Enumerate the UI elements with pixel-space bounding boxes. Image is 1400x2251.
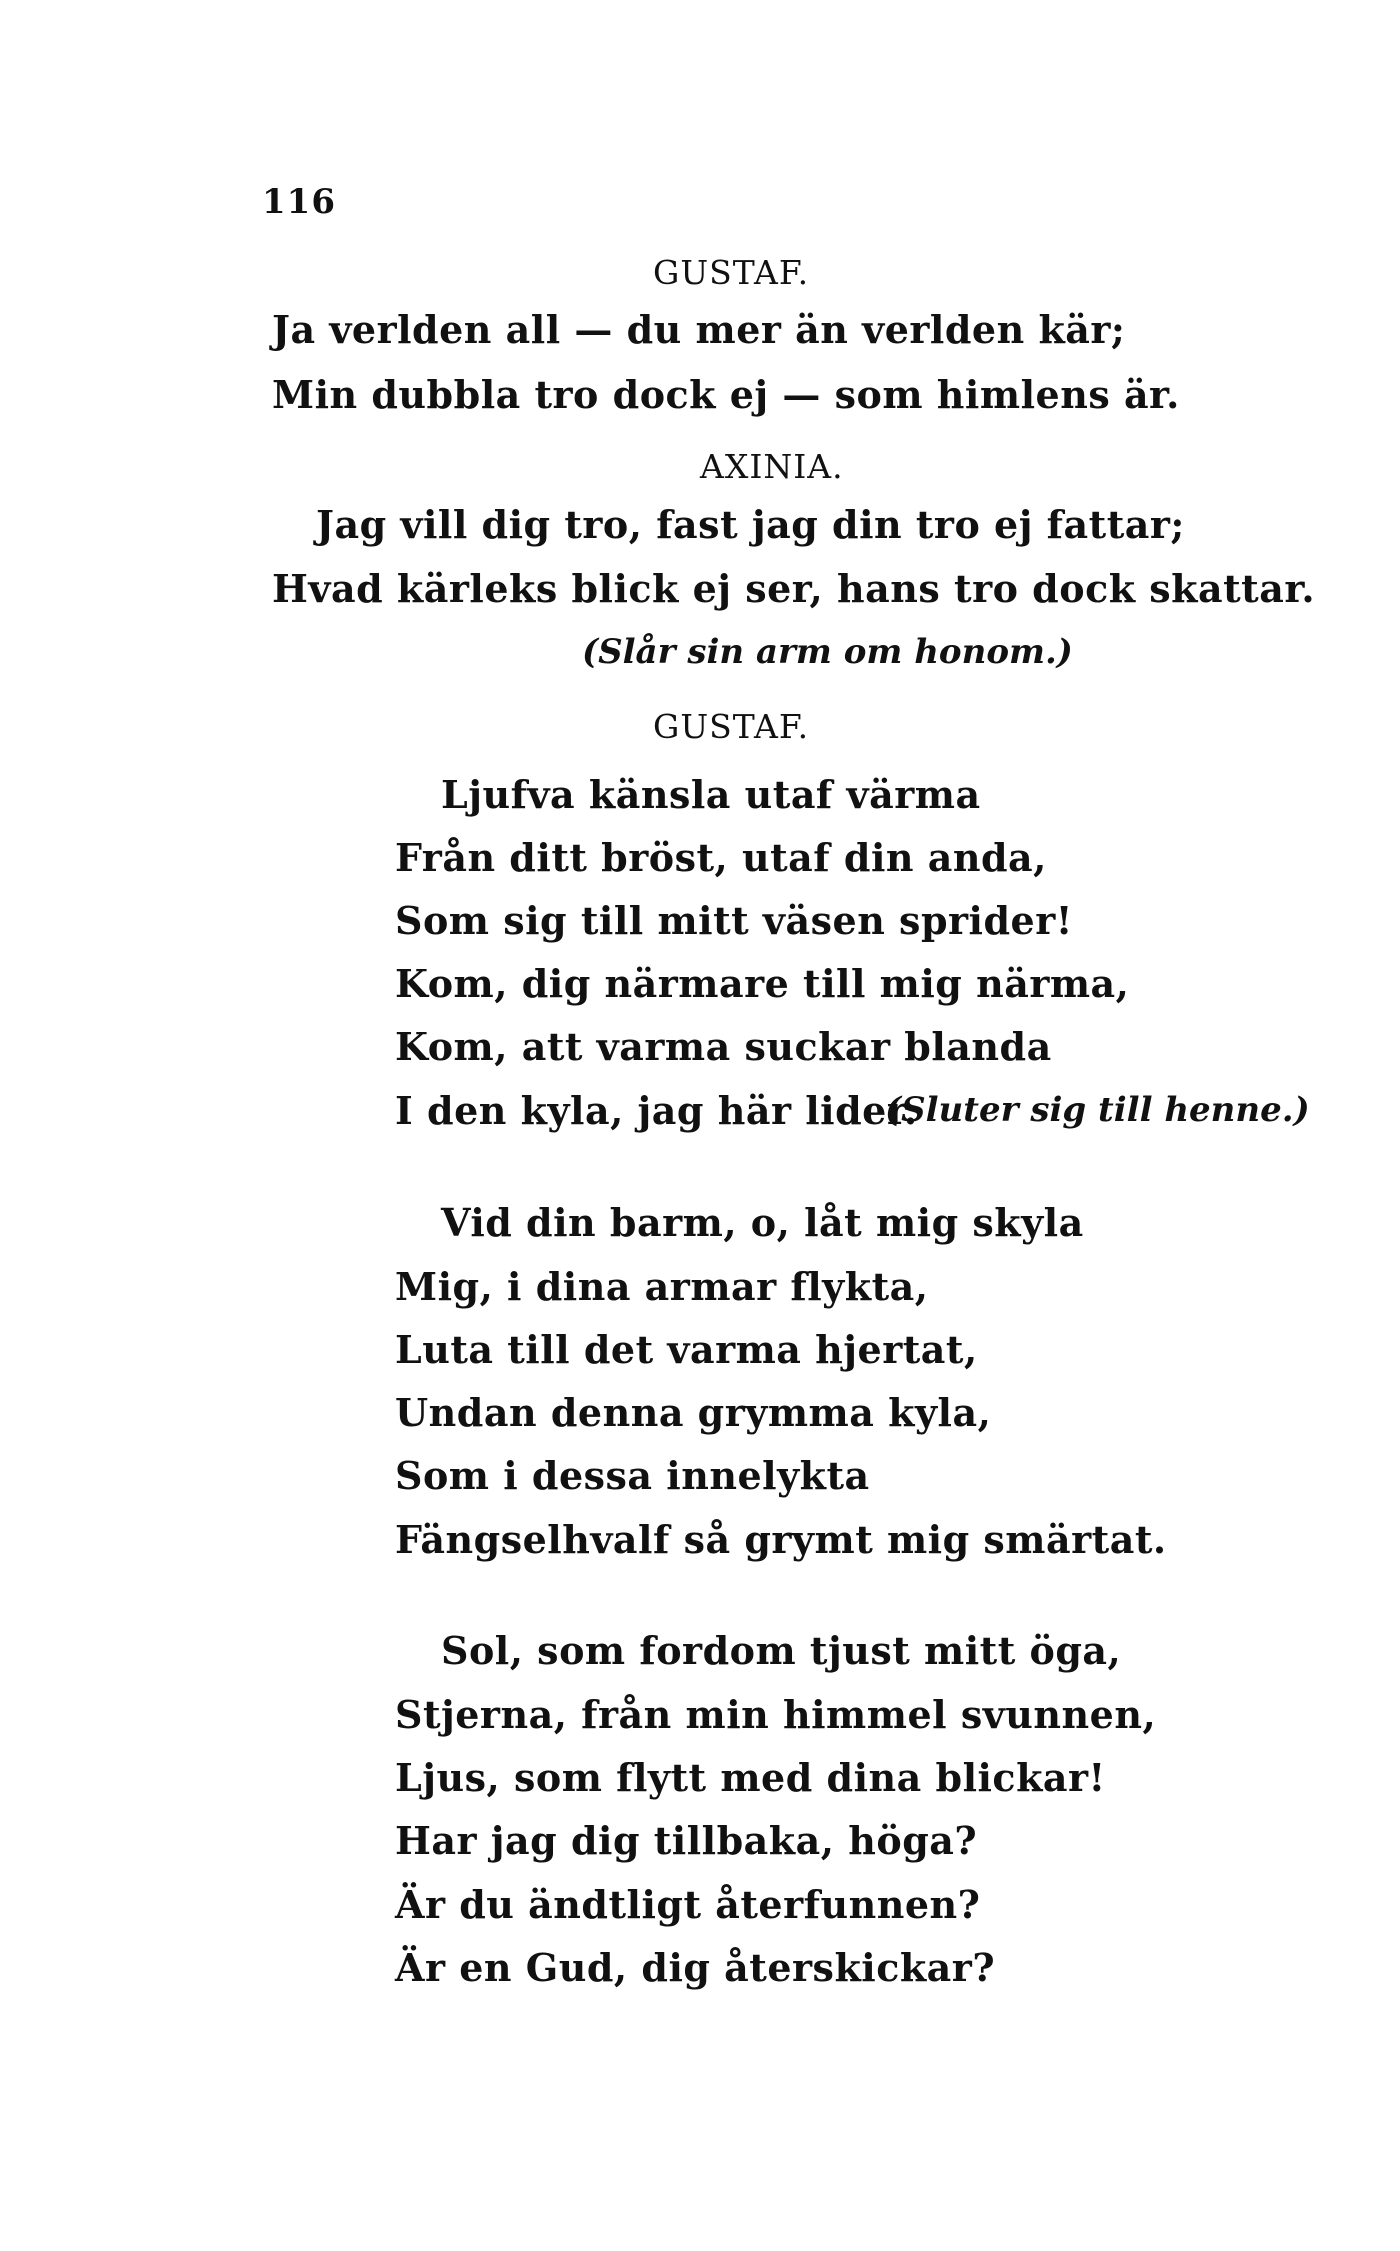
verse-line: Fängselhvalf så grymt mig smärtat. bbox=[395, 1517, 1167, 1562]
verse-line: I den kyla, jag här lider. bbox=[395, 1088, 918, 1133]
verse-line: Är en Gud, dig återskickar? bbox=[395, 1945, 996, 1990]
verse-line: Mig, i dina armar flykta, bbox=[395, 1264, 929, 1309]
speaker-name: GUSTAF. bbox=[653, 253, 810, 292]
stage-direction: (Slår sin arm om honom.) bbox=[582, 632, 1073, 672]
verse-line: Sol, som fordom tjust mitt öga, bbox=[441, 1628, 1122, 1673]
verse-line: Som i dessa innelykta bbox=[395, 1453, 870, 1498]
verse-line: Är du ändtligt återfunnen? bbox=[395, 1882, 981, 1927]
verse-line: Undan denna grymma kyla, bbox=[395, 1390, 992, 1435]
verse-line: Ljus, som flytt med dina blickar! bbox=[395, 1755, 1106, 1800]
verse-line: Som sig till mitt väsen sprider! bbox=[395, 898, 1073, 943]
verse-line: Stjerna, från min himmel svunnen, bbox=[395, 1692, 1157, 1737]
verse-line: Jag vill dig tro, fast jag din tro ej fattar; bbox=[316, 502, 1185, 547]
verse-line: Ljufva känsla utaf värma bbox=[441, 772, 981, 817]
verse-line: Kom, dig närmare till mig närma, bbox=[395, 961, 1130, 1006]
verse-line: Vid din barm, o, låt mig skyla bbox=[441, 1200, 1084, 1245]
verse-line: Hvad kärleks blick ej ser, hans tro dock skattar. bbox=[272, 566, 1316, 611]
verse-line: Ja verlden all — du mer än verlden kär; bbox=[272, 307, 1126, 352]
page-number: 116 bbox=[262, 182, 336, 222]
verse-line: Har jag dig tillbaka, höga? bbox=[395, 1818, 978, 1863]
speaker-name: GUSTAF. bbox=[653, 707, 810, 746]
stage-direction: (Sluter sig till henne.) bbox=[885, 1090, 1310, 1130]
verse-line: Min dubbla tro dock ej — som himlens är. bbox=[272, 372, 1180, 417]
verse-line: Kom, att varma suckar blanda bbox=[395, 1024, 1052, 1069]
verse-line: Luta till det varma hjertat, bbox=[395, 1327, 978, 1372]
verse-line: Från ditt bröst, utaf din anda, bbox=[395, 835, 1047, 880]
speaker-name: AXINIA. bbox=[700, 447, 844, 486]
